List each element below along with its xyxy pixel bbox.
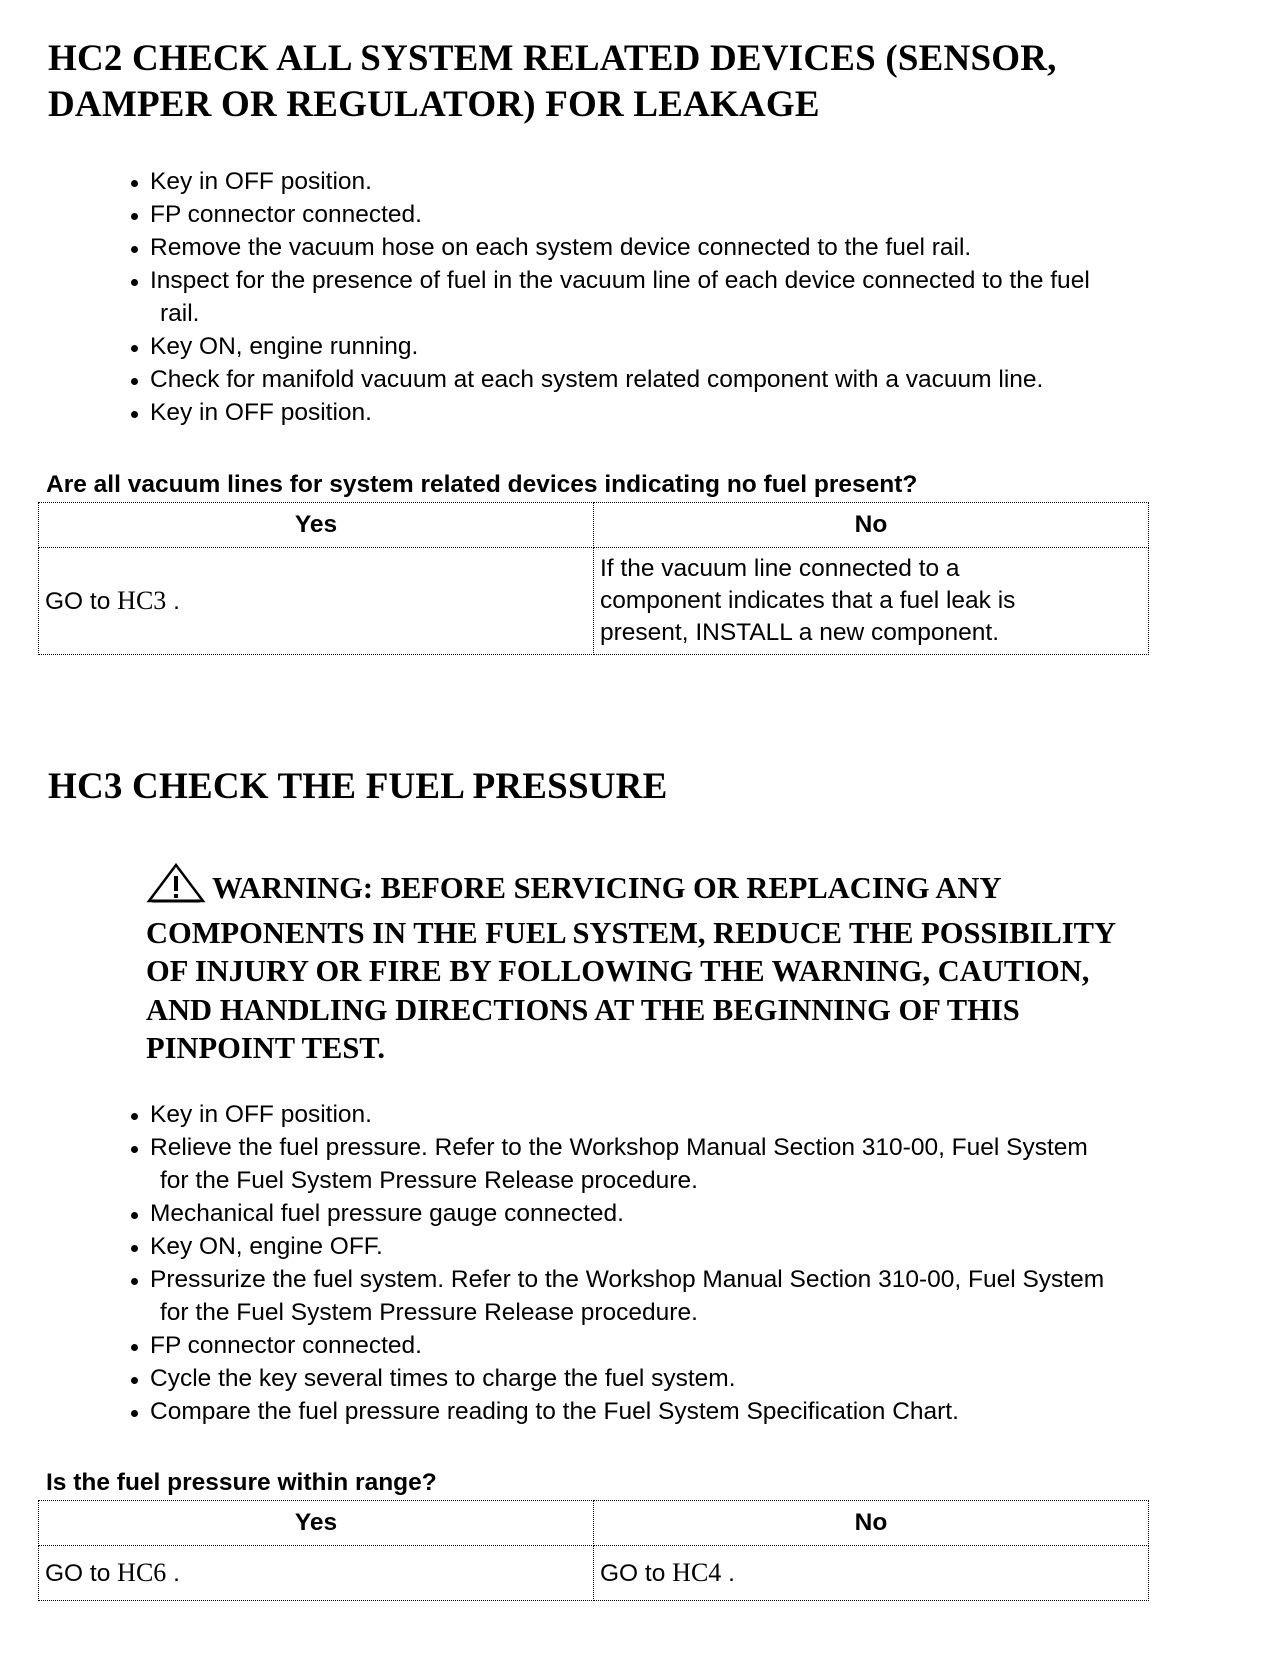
no-cell: [594, 548, 1149, 655]
hc2-step: Remove the vacuum hose on each system device connected to the fuel rail.: [128, 231, 1228, 264]
yes-column-header: Yes: [39, 1501, 594, 1546]
hc3-step: [128, 1131, 1248, 1197]
yes-suffix: .: [166, 587, 180, 615]
hc2-step-continuation: rail.: [160, 300, 200, 327]
hc3-link[interactable]: HC3: [117, 585, 167, 615]
warning-line: WARNING: BEFORE SERVICING OR REPLACING ANY: [212, 871, 1002, 905]
warning-triangle-icon: [146, 862, 206, 914]
hc3-step: Key in OFF position.: [128, 1098, 1248, 1131]
hc2-question: Are all vacuum lines for system related devices indicating no fuel present?: [46, 471, 918, 498]
hc3-step: Compare the fuel pressure reading to the Fuel System Specification Chart.: [128, 1395, 1248, 1428]
hc4-link[interactable]: HC4: [672, 1557, 722, 1587]
hc3-step-text: Relieve the fuel pressure. Refer to the Workshop Manual Section 310-00, Fuel System: [150, 1134, 1088, 1161]
no-column-header: No: [594, 1501, 1149, 1546]
hc2-step: Key in OFF position.: [128, 165, 1228, 198]
warning-line: OF INJURY OR FIRE BY FOLLOWING THE WARNING, CAUTION,: [146, 954, 1090, 988]
yes-suffix: .: [166, 1559, 180, 1587]
hc3-question: Is the fuel pressure within range?: [46, 1469, 437, 1496]
hc3-step-text: Pressurize the fuel system. Refer to the Workshop Manual Section 310-00, Fuel System: [150, 1266, 1105, 1293]
yes-cell: [39, 1546, 594, 1601]
no-line: component indicates that a fuel leak is: [600, 587, 1016, 614]
table-row: [39, 1546, 1149, 1601]
no-prefix: GO to: [600, 1559, 673, 1587]
hc3-step: [128, 1263, 1248, 1329]
hc3-step: Cycle the key several times to charge the fuel system.: [128, 1362, 1248, 1395]
hc6-link[interactable]: HC6: [117, 1557, 167, 1587]
hc2-step: Key in OFF position.: [128, 396, 1228, 429]
hc2-step-text: Inspect for the presence of fuel in the vacuum line of each device connected to the fuel: [150, 267, 1090, 294]
warning-line: AND HANDLING DIRECTIONS AT THE BEGINNING OF THIS: [146, 992, 1020, 1027]
no-column-header: No: [594, 503, 1149, 548]
hc2-title-line1: HC2 CHECK ALL SYSTEM RELATED DEVICES (SENSOR,: [48, 38, 1057, 79]
table-header-row: [39, 1501, 1149, 1546]
hc3-steps-list: [128, 1098, 1248, 1428]
hc2-step: [128, 264, 1228, 330]
hc2-step: Check for manifold vacuum at each system related component with a vacuum line.: [128, 363, 1228, 396]
yes-column-header: Yes: [39, 503, 594, 548]
hc3-decision-table: [38, 1500, 1149, 1601]
yes-cell: [39, 548, 594, 655]
no-suffix: .: [721, 1559, 735, 1587]
hc3-step: FP connector connected.: [128, 1329, 1248, 1362]
warning-line: PINPOINT TEST.: [146, 1031, 385, 1065]
table-header-row: [39, 503, 1149, 548]
hc3-step: Key ON, engine OFF.: [128, 1230, 1248, 1263]
hc2-decision-table: [38, 502, 1149, 655]
warning-line: COMPONENTS IN THE FUEL SYSTEM, REDUCE THE POSSIBILITY: [146, 915, 1117, 950]
table-row: [39, 548, 1149, 655]
warning-block: [146, 862, 1246, 1068]
hc2-title-line2: DAMPER OR REGULATOR) FOR LEAKAGE: [48, 84, 820, 125]
hc3-step-continuation: for the Fuel System Pressure Release procedure.: [160, 1167, 698, 1194]
hc3-title: HC3 CHECK THE FUEL PRESSURE: [48, 766, 668, 807]
no-line: If the vacuum line connected to a: [600, 555, 960, 582]
hc2-title: [48, 36, 1228, 128]
yes-prefix: GO to: [45, 1559, 118, 1587]
no-line: present, INSTALL a new component.: [600, 619, 1000, 646]
hc2-steps-list: [128, 165, 1228, 429]
hc3-step-continuation: for the Fuel System Pressure Release procedure.: [160, 1299, 698, 1326]
hc2-step: Key ON, engine running.: [128, 330, 1228, 363]
hc2-step: FP connector connected.: [128, 198, 1228, 231]
yes-prefix: GO to: [45, 587, 118, 615]
no-cell: [594, 1546, 1149, 1601]
hc3-step: Mechanical fuel pressure gauge connected.: [128, 1197, 1248, 1230]
